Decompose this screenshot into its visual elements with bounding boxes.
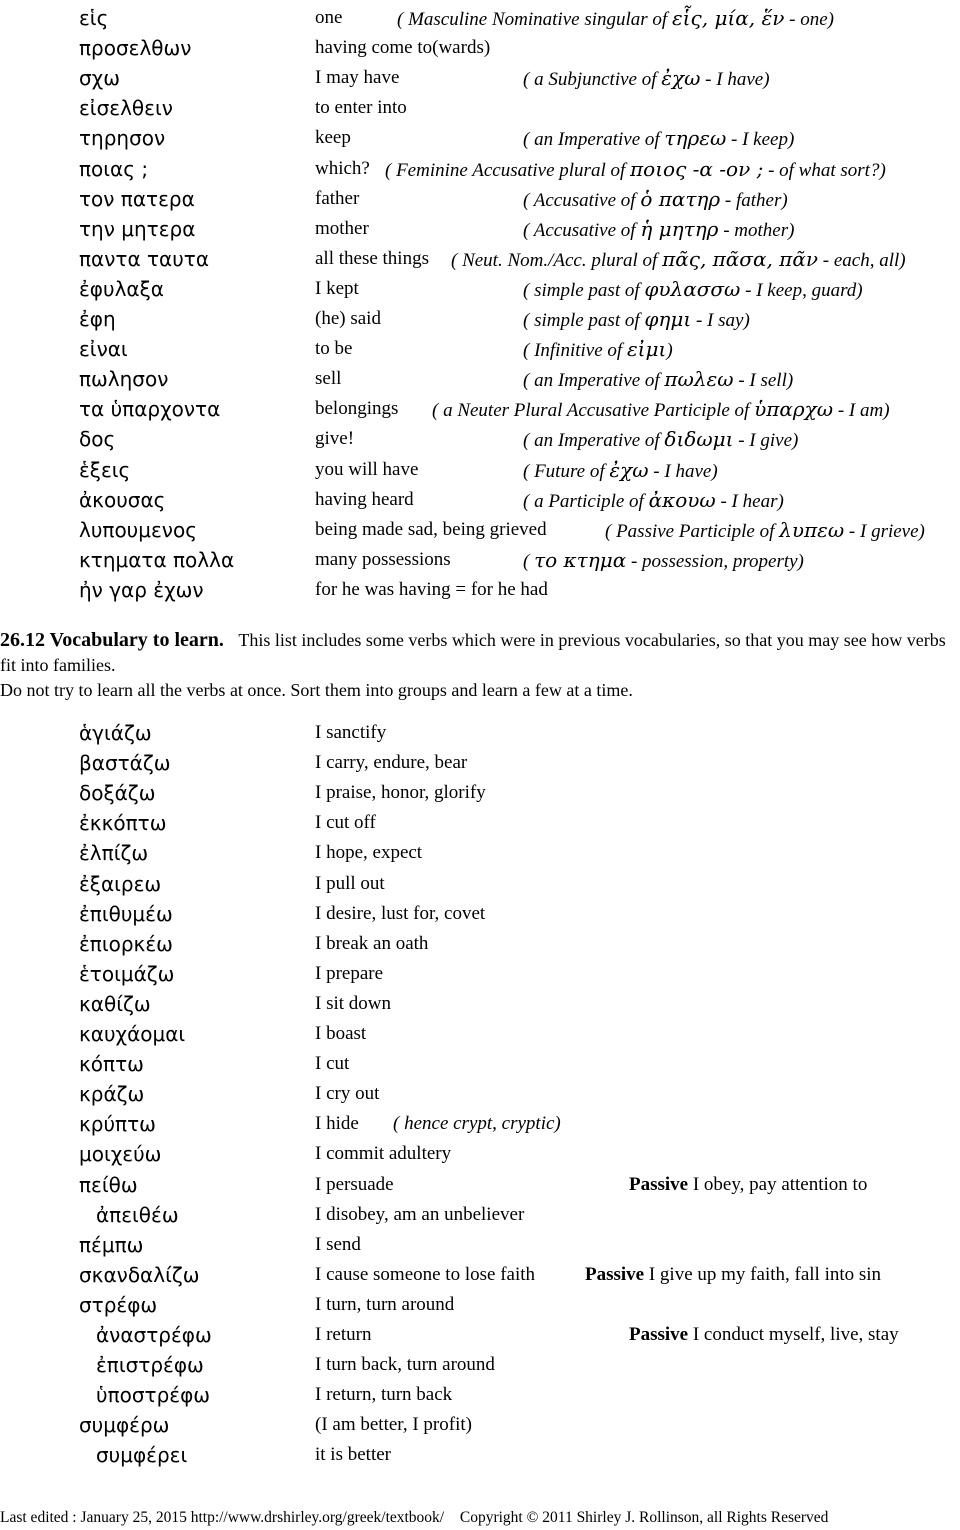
english-gloss: all these things	[315, 247, 429, 269]
greek-word: πωλησον	[79, 367, 169, 392]
english-gloss: to be	[315, 338, 353, 360]
english-meaning: I persuade	[315, 1173, 394, 1195]
english-meaning: I boast	[315, 1023, 367, 1044]
english-gloss: belongings	[315, 398, 399, 420]
note-greek: ἀκουω	[648, 487, 716, 512]
vocab-row	[0, 1320, 960, 1350]
note-text: - of what sort?)	[763, 159, 886, 181]
note-text: ( Passive Participle of	[605, 520, 780, 542]
glossary-row	[0, 123, 960, 153]
passive-text: I give up my faith, fall into sin	[648, 1263, 882, 1285]
greek-word: ἀπειθέω	[96, 1202, 179, 1227]
english-meaning: I commit adultery	[315, 1143, 452, 1165]
note-text: - I have)	[648, 460, 718, 482]
greek-word: ἐκκόπτω	[79, 811, 167, 836]
note-text: - I am)	[833, 400, 890, 422]
english-meaning: I disobey, am an unbeliever	[315, 1203, 525, 1225]
greek-word: βαστάζω	[79, 751, 171, 776]
note-text: ( Neut. Nom./Acc. plural of	[451, 249, 663, 271]
grammar-note	[523, 424, 798, 456]
note-greek: λυπεω	[779, 517, 845, 542]
greek-word: πείθω	[79, 1172, 138, 1197]
grammar-note	[523, 184, 788, 216]
note-text: ( a Participle of	[523, 490, 649, 512]
note-text: - father)	[720, 189, 788, 211]
english-meaning: I carry, endure, bear	[315, 752, 468, 774]
greek-word: καθίζω	[79, 991, 151, 1016]
note-greek: εἰμι	[626, 337, 667, 362]
note-greek: το κτημα	[534, 547, 627, 572]
greek-word: κτηματα πολλα	[79, 547, 235, 572]
greek-word: δοξάζω	[79, 781, 156, 806]
grammar-note	[605, 515, 925, 547]
footer-url[interactable]: http://www.drshirley.org/greek/textbook/	[190, 1509, 445, 1526]
glossary-row	[0, 274, 960, 304]
english-meaning: I prepare	[315, 962, 384, 984]
english-meaning: I hope, expect	[315, 842, 423, 864]
vocabulary-section	[0, 628, 960, 703]
vocab-row	[0, 1290, 960, 1320]
note-text: ( Feminine Accusative plural of	[385, 159, 631, 181]
note-text: ( Accusative of	[523, 189, 641, 211]
greek-word: τηρησον	[79, 126, 166, 151]
grammar-note	[523, 214, 794, 246]
note-greek: ποιος -α -ον ;	[630, 156, 764, 181]
section-intro: This list includes some verbs which were in previous vocabularies, so that you may see how verbs fit into families.	[0, 630, 946, 675]
english-gloss: I kept	[315, 277, 359, 299]
glossary-row	[0, 33, 960, 63]
vocab-row	[0, 1410, 960, 1440]
english-meaning: I cause someone to lose faith	[315, 1263, 536, 1285]
note-greek: πωλεω	[664, 367, 734, 392]
note-text: ( Future of	[523, 460, 610, 482]
greek-word: στρέφω	[79, 1292, 158, 1317]
note-text: ( simple past of	[523, 310, 645, 331]
greek-word: τον πατερα	[79, 186, 195, 211]
greek-word: κρύπτω	[79, 1112, 156, 1137]
greek-word: ὑποστρέφω	[96, 1383, 211, 1408]
glossary-row	[0, 455, 960, 485]
grammar-note	[523, 545, 804, 577]
note-greek: ἐχω	[609, 457, 649, 482]
greek-word: ἐφυλαξα	[79, 276, 164, 301]
english-meaning: I sanctify	[315, 722, 387, 743]
vocab-row	[0, 959, 960, 989]
english-gloss: being made sad, being grieved	[315, 518, 547, 540]
passive-text: I obey, pay attention to	[692, 1173, 868, 1195]
note-text: ( Accusative of	[523, 219, 641, 241]
note-greek: ὑπαρχω	[754, 397, 834, 422]
note-text: - I keep, guard)	[740, 279, 863, 301]
grammar-note	[523, 455, 718, 487]
english-meaning: I send	[315, 1233, 361, 1255]
vocab-row	[0, 1139, 960, 1169]
greek-word: ἑτοιμάζω	[79, 961, 175, 986]
glossary-row	[0, 184, 960, 214]
english-meaning: I turn, turn around	[315, 1293, 455, 1315]
grammar-note	[397, 3, 834, 35]
english-gloss: (he) said	[315, 308, 381, 329]
greek-word: μοιχεύω	[79, 1142, 162, 1167]
vocab-row	[0, 1079, 960, 1109]
greek-word: σκανδαλίζω	[79, 1262, 200, 1287]
greek-word: κράζω	[79, 1082, 145, 1107]
glossary-row	[0, 63, 960, 93]
greek-word: εἱς	[79, 6, 109, 30]
greek-word: ἐφη	[79, 307, 116, 331]
english-gloss: sell	[315, 368, 342, 390]
vocab-row	[0, 1440, 960, 1470]
grammar-note	[432, 394, 890, 426]
note-greek: διδωμι	[664, 427, 734, 452]
note-text: - possession, property)	[626, 550, 804, 572]
greek-word: ἐλπίζω	[79, 841, 149, 866]
note-greek: πᾶς, πᾶσα, πᾶν	[662, 246, 818, 271]
etymology-note: ( hence crypt, cryptic)	[393, 1113, 561, 1135]
greek-word: ἀκουσας	[79, 487, 166, 512]
footer-edited: Last edited : January 25, 2015	[0, 1509, 187, 1526]
vocab-row	[0, 929, 960, 959]
english-gloss: having come to(wards)	[315, 37, 491, 59]
note-greek: ἡ μητηρ	[640, 216, 719, 241]
section-instruction: Do not try to learn all the verbs at once. Sort them into groups and learn a few at a time.	[0, 680, 633, 700]
greek-word: δος	[79, 427, 116, 452]
greek-word: ποιας ;	[79, 156, 149, 181]
greek-word: τα ὑπαρχοντα	[79, 397, 221, 422]
english-gloss: mother	[315, 217, 369, 239]
passive-label: Passive	[629, 1173, 689, 1195]
greek-word: συμφέρει	[96, 1443, 188, 1468]
footer-copyright: Copyright © 2011 Shirley J. Rollinson, all Rights Reserved	[459, 1509, 829, 1526]
glossary-row	[0, 364, 960, 394]
english-gloss: I may have	[315, 67, 400, 89]
note-text: - I hear)	[715, 490, 784, 512]
note-text: ( a Neuter Plural Accusative Participle of	[432, 400, 755, 422]
greek-word: ἀναστρέφω	[96, 1323, 212, 1347]
vocab-row	[0, 1170, 960, 1200]
greek-word: ἐπιθυμέω	[79, 901, 173, 926]
grammar-note	[523, 274, 863, 306]
greek-word: προσελθων	[79, 36, 192, 61]
vocab-row	[0, 1049, 960, 1079]
note-text: - one)	[784, 9, 834, 30]
vocab-row	[0, 838, 960, 868]
glossary-row	[0, 244, 960, 274]
english-meaning: I cut	[315, 1053, 350, 1075]
passive-text: I conduct myself, live, stay	[692, 1324, 899, 1345]
greek-word: την μητερα	[79, 216, 196, 241]
greek-word: παντα ταυτα	[79, 246, 209, 271]
greek-word: συμφέρω	[79, 1413, 170, 1438]
note-text: - I grieve)	[844, 520, 925, 542]
vocab-row	[0, 869, 960, 899]
grammar-note	[385, 154, 886, 186]
greek-word: πέμπω	[79, 1232, 144, 1257]
grammar-note	[523, 304, 750, 336]
english-gloss: which?	[315, 157, 370, 179]
glossary-row	[0, 3, 960, 33]
vocab-row	[0, 1109, 960, 1139]
english-gloss: you will have	[315, 458, 419, 480]
note-greek: ὁ πατηρ	[640, 186, 721, 211]
vocab-row	[0, 989, 960, 1019]
greek-word: ἐπιστρέφω	[96, 1353, 204, 1378]
english-meaning: I desire, lust for, covet	[315, 902, 486, 924]
vocab-row	[0, 1380, 960, 1410]
passive-label: Passive	[585, 1263, 645, 1285]
english-gloss: for he was having = for he had	[315, 578, 548, 600]
vocab-row	[0, 808, 960, 838]
grammar-note	[523, 485, 784, 517]
vocab-row	[0, 1230, 960, 1260]
page-footer	[0, 1508, 828, 1528]
note-greek: φυλασσω	[644, 276, 741, 301]
note-greek: τηρεω	[664, 126, 727, 151]
english-gloss: keep	[315, 127, 351, 149]
english-gloss: father	[315, 187, 360, 209]
glossary-row	[0, 334, 960, 364]
glossary-row	[0, 93, 960, 123]
english-gloss: many possessions	[315, 548, 451, 570]
note-text: - I give)	[733, 430, 799, 452]
english-gloss: having heard	[315, 488, 414, 510]
english-meaning: I praise, honor, glorify	[315, 782, 486, 804]
glossary-row	[0, 485, 960, 515]
vocab-row	[0, 718, 960, 748]
english-meaning: I break an oath	[315, 932, 429, 954]
greek-word: ἑξεις	[79, 457, 131, 482]
glossary-row	[0, 394, 960, 424]
note-text: ( an Imperative of	[523, 370, 665, 392]
english-meaning: it is better	[315, 1444, 391, 1466]
english-gloss: give!	[315, 428, 355, 450]
note-text: - I have)	[700, 69, 770, 91]
passive-label: Passive	[629, 1324, 689, 1345]
grammar-note	[523, 364, 793, 396]
note-text: - mother)	[718, 219, 795, 241]
note-text: - I say)	[691, 310, 750, 331]
grammar-note	[451, 244, 906, 276]
greek-word: ἐξαιρεω	[79, 871, 162, 896]
note-text: )	[666, 340, 673, 362]
note-text: ( a Subjunctive of	[523, 69, 662, 91]
vocab-row	[0, 778, 960, 808]
passive-meaning	[629, 1170, 867, 1200]
note-greek: ἐχω	[661, 66, 701, 91]
english-meaning: I cut off	[315, 812, 376, 834]
note-text: ( an Imperative of	[523, 129, 665, 151]
note-text: - I keep)	[726, 129, 795, 151]
glossary-row	[0, 575, 960, 605]
vocab-row	[0, 748, 960, 778]
english-meaning: I cry out	[315, 1083, 380, 1105]
glossary-row	[0, 515, 960, 545]
greek-word: ἁγιάζω	[79, 721, 152, 745]
english-meaning: I hide	[315, 1113, 359, 1135]
greek-word: κόπτω	[79, 1052, 144, 1077]
grammar-note	[523, 63, 770, 95]
vocab-row	[0, 1200, 960, 1230]
passive-meaning	[585, 1260, 881, 1290]
grammar-note	[523, 334, 673, 366]
greek-word: ἠν γαρ ἐχων	[79, 577, 204, 602]
english-meaning: (I am better, I profit)	[315, 1414, 472, 1436]
glossary-row	[0, 214, 960, 244]
note-text: (	[523, 550, 535, 572]
note-greek: εἷς, μία, ἕν	[671, 6, 785, 30]
note-text: ( Masculine Nominative singular of	[397, 9, 672, 30]
english-meaning: I return	[315, 1324, 372, 1345]
note-text: - I sell)	[733, 370, 794, 392]
passive-meaning	[629, 1320, 899, 1350]
greek-word: εἰσελθειν	[79, 96, 173, 121]
glossary-row	[0, 154, 960, 184]
english-meaning: I sit down	[315, 992, 391, 1014]
english-meaning: I turn back, turn around	[315, 1354, 495, 1376]
english-gloss: one	[315, 7, 343, 28]
english-meaning: I pull out	[315, 872, 385, 894]
note-text: ( Infinitive of	[523, 340, 627, 362]
english-meaning: I return, turn back	[315, 1384, 453, 1406]
glossary-row	[0, 424, 960, 454]
greek-word: καυχάομαι	[79, 1022, 186, 1046]
note-text: ( simple past of	[523, 279, 645, 301]
grammar-note	[523, 123, 794, 155]
glossary-row	[0, 304, 960, 334]
greek-word: λυπουμενος	[79, 517, 197, 542]
note-text: - each, all)	[818, 249, 906, 271]
note-greek: φημι	[644, 307, 692, 331]
note-text: ( an Imperative of	[523, 430, 665, 452]
vocab-row	[0, 1350, 960, 1380]
section-heading: 26.12 Vocabulary to learn.	[0, 629, 224, 651]
vocab-row	[0, 899, 960, 929]
english-gloss: to enter into	[315, 97, 407, 119]
greek-word: σχω	[79, 66, 120, 91]
greek-word: ἐπιορκέω	[79, 931, 173, 956]
vocab-row	[0, 1260, 960, 1290]
greek-word: εἰναι	[79, 337, 128, 362]
glossary-row	[0, 545, 960, 575]
vocab-row	[0, 1019, 960, 1049]
